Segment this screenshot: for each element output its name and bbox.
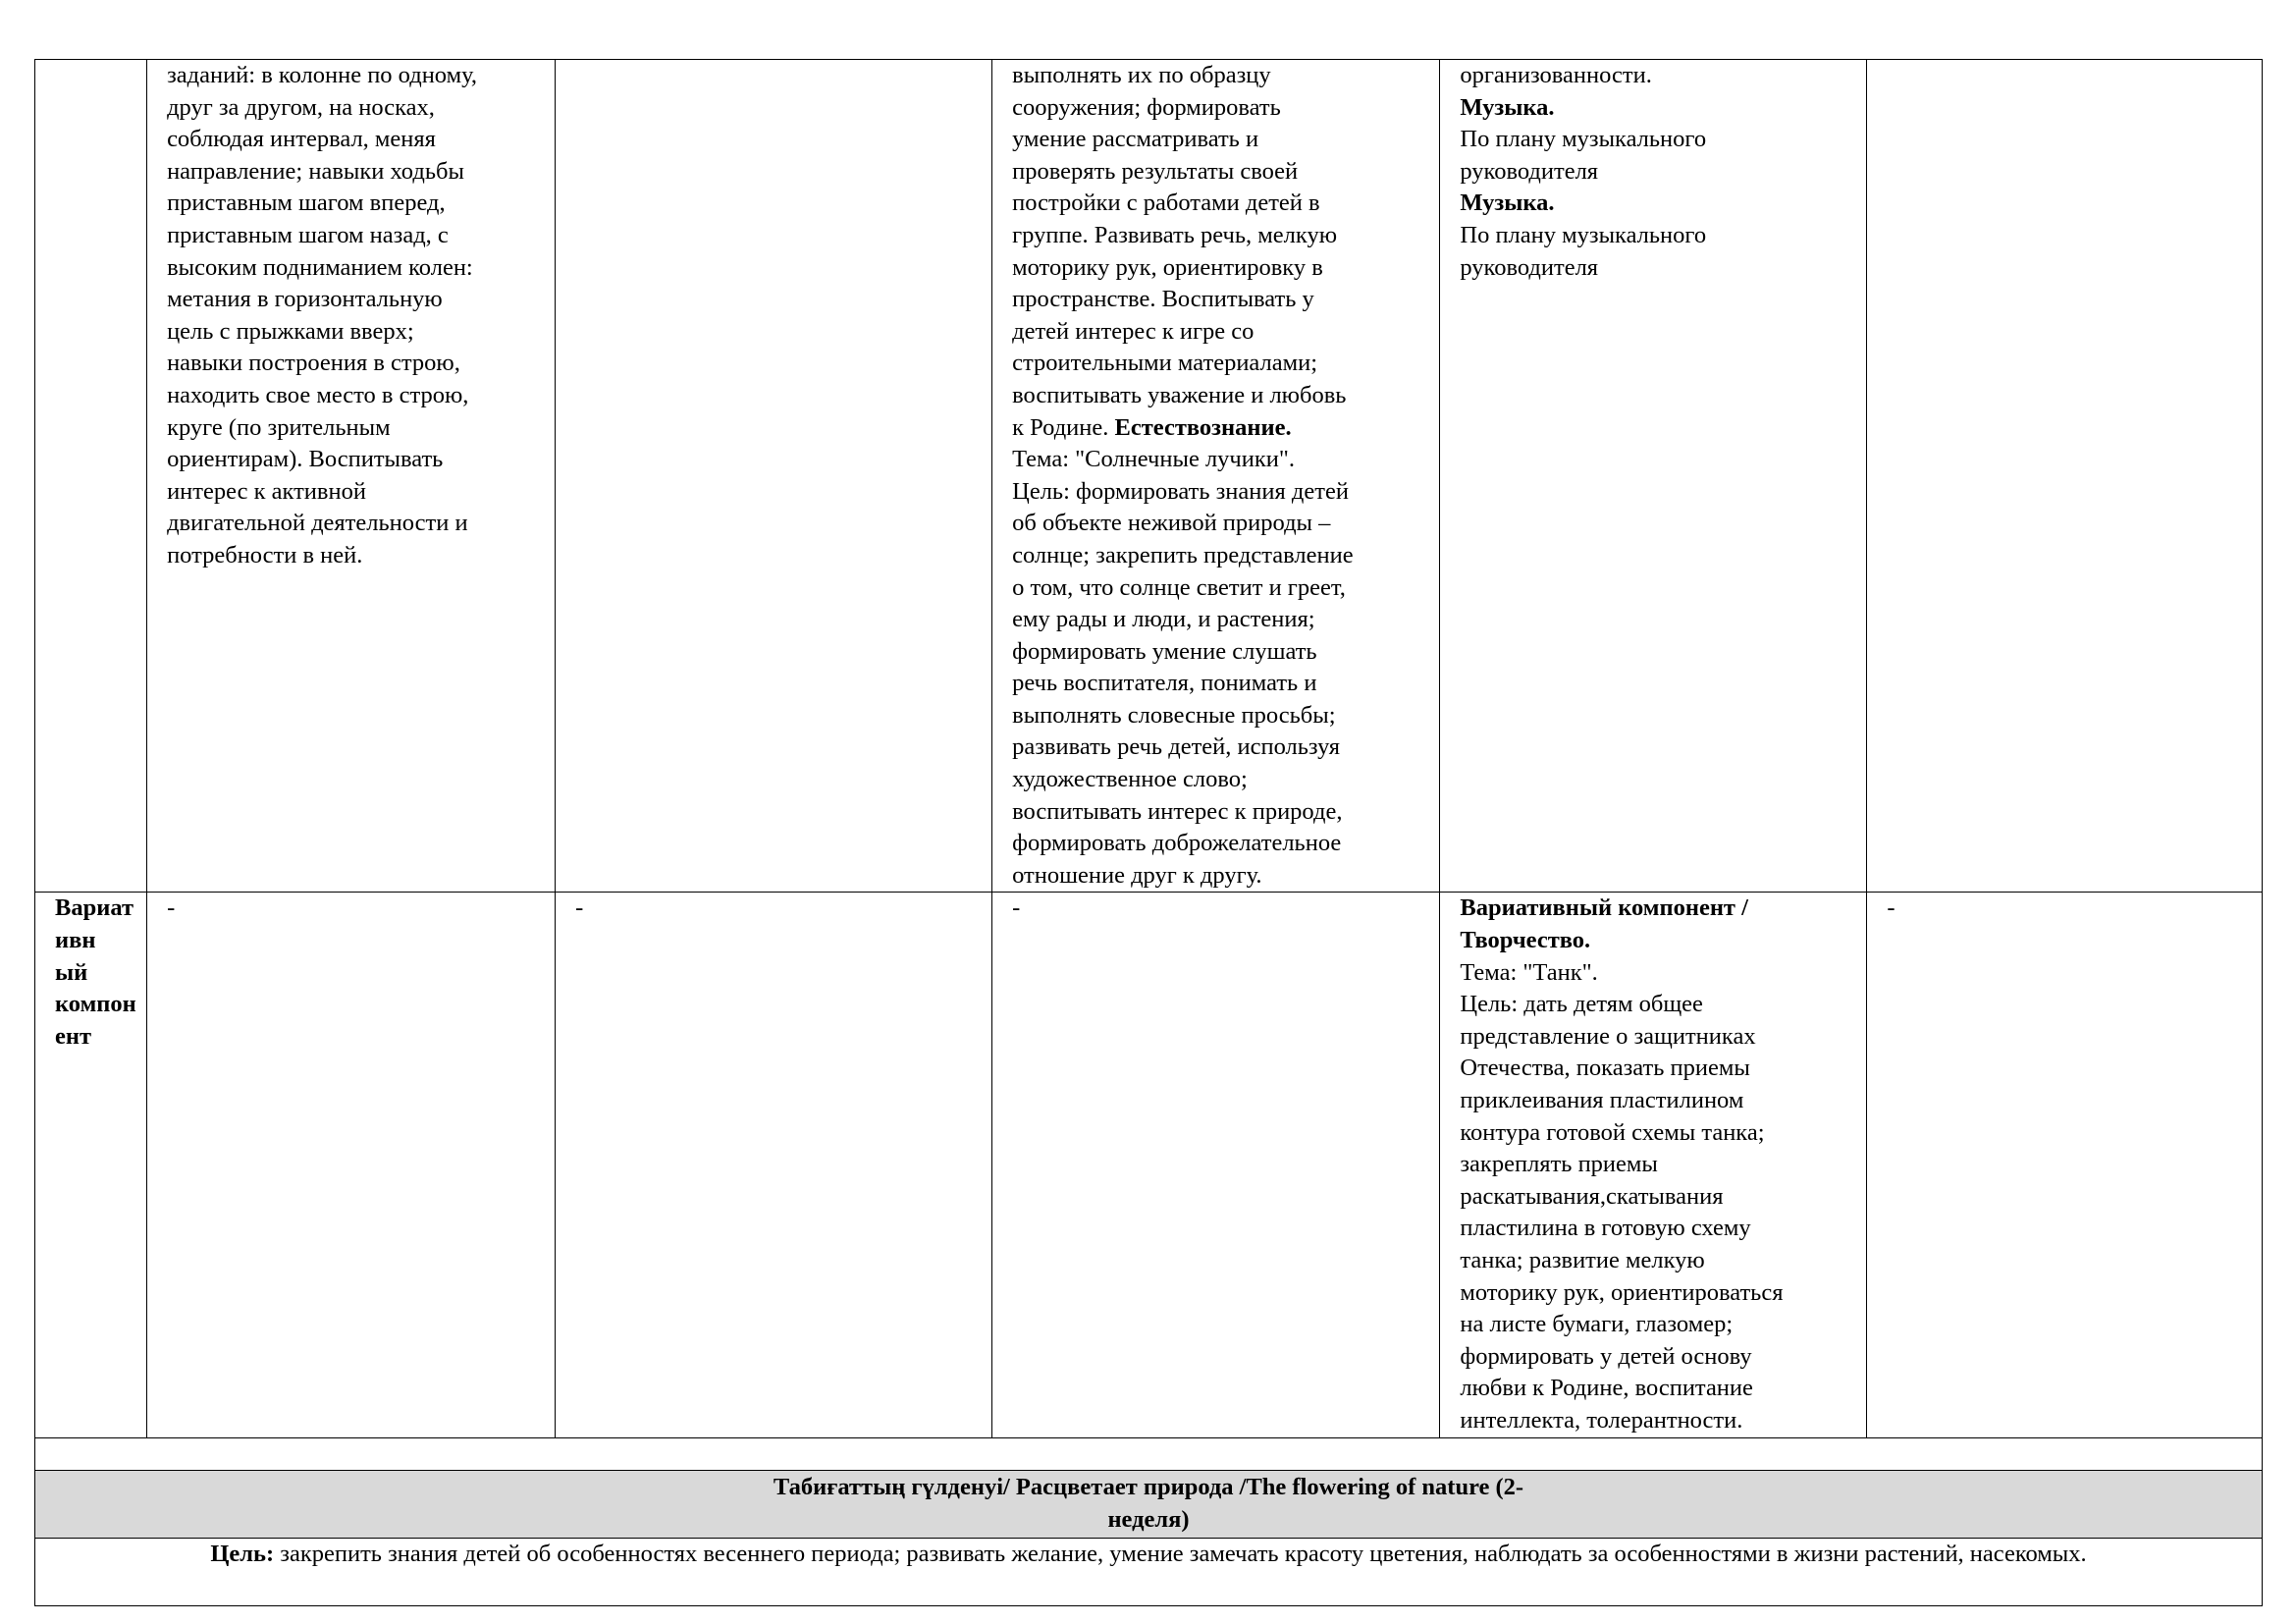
music-text xyxy=(1460,220,1846,284)
variative-label xyxy=(55,893,136,1053)
text-line: Тема: "Танк". xyxy=(1460,958,1598,986)
text-line: высоким подниманием колен: xyxy=(167,253,473,281)
construction-cell xyxy=(992,60,1440,893)
table-row xyxy=(35,60,2263,893)
text-line: заданий: в колонне по одному, xyxy=(167,62,478,88)
text-line: выполнять их по образцу xyxy=(1012,62,1271,88)
natural-science-text xyxy=(1012,444,1419,892)
text-line: детей интерес к игре со xyxy=(1012,317,1255,345)
text-line: развивать речь детей, используя xyxy=(1012,733,1341,761)
text-line: пространстве. Воспитывать у xyxy=(1012,286,1314,313)
text-line: двигательной деятельности и xyxy=(167,510,468,537)
physical-culture-cell xyxy=(147,60,556,893)
text-line: представление о защитниках xyxy=(1460,1022,1756,1050)
text-line: компон xyxy=(55,991,136,1018)
text-line: любви к Родине, воспитание xyxy=(1460,1375,1753,1402)
dash-cell xyxy=(556,893,992,1437)
text-line: солнце; закрепить представление xyxy=(1012,541,1354,568)
construction-text xyxy=(1012,60,1419,412)
text-line: умение рассматривать и xyxy=(1012,126,1259,153)
text-line: Творчество. xyxy=(1460,927,1591,954)
text-line: друг за другом, на носках, xyxy=(167,93,435,121)
text-line: моторику рук, ориентироваться xyxy=(1460,1278,1784,1306)
variative-label-cell xyxy=(35,893,147,1437)
text-line: Вариативный компонент / xyxy=(1460,894,1748,922)
text-line: Цель: дать детям общее xyxy=(1460,991,1703,1018)
dash-text: - xyxy=(575,894,584,922)
text-line: формировать умение слушать xyxy=(1012,637,1317,665)
text-line: закреплять приемы xyxy=(1460,1151,1658,1178)
text-line: По плану музыкального xyxy=(1460,221,1707,248)
text-line: контура готовой схемы танка; xyxy=(1460,1118,1765,1146)
week-title: Табиғаттың гүлденуі/ Расцветает природа /The flowering of nature (2-неделя) xyxy=(773,1473,1524,1533)
week-goal-row xyxy=(35,1538,2263,1605)
text-line: танка; развитие мелкую xyxy=(1460,1246,1705,1273)
document-page xyxy=(34,59,2263,1606)
text-line: о том, что солнце светит и греет, xyxy=(1012,573,1346,601)
text-line: постройки с работами детей в xyxy=(1012,189,1320,217)
text-line: об объекте неживой природы – xyxy=(1012,510,1331,537)
text-line: воспитывать интерес к природе, xyxy=(1012,797,1343,825)
text-line: ему рады и люди, и растения; xyxy=(1012,606,1315,633)
creativity-heading xyxy=(1460,893,1846,956)
text-line: направление; навыки ходьбы xyxy=(167,157,464,185)
inline-line xyxy=(1012,412,1419,445)
physical-culture-text xyxy=(167,60,535,572)
text-line: приставным шагом вперед, xyxy=(167,189,446,217)
text-line: приставным шагом назад, с xyxy=(167,221,449,248)
text-line: интерес к активной xyxy=(167,477,366,505)
goal-label: Цель: xyxy=(210,1540,275,1567)
text-line: художественное слово; xyxy=(1012,766,1248,793)
text-line: выполнять словесные просьбы; xyxy=(1012,701,1336,729)
text-line: находить свое место в строю, xyxy=(167,381,469,408)
dash-cell xyxy=(992,893,1440,1437)
text-line: приклеивания пластилином xyxy=(1460,1087,1744,1113)
music-cell xyxy=(1440,60,1867,893)
text-line: формировать у детей основу xyxy=(1460,1342,1752,1370)
text-line: группе. Развивать речь, мелкую xyxy=(1012,221,1338,248)
text-line: формировать доброжелательное xyxy=(1012,830,1342,857)
spacer-cell xyxy=(35,1437,2263,1470)
text-line: раскатывания,скатывания xyxy=(1460,1182,1724,1210)
organization-text: организованности. xyxy=(1460,62,1652,88)
text-line: руководителя xyxy=(1460,253,1599,281)
row-label-cell xyxy=(35,60,147,893)
lesson-plan-table xyxy=(34,59,2263,1606)
goal-text: закрепить знания детей об особенностях весеннего периода; развивать желание, умение замечать красоту цветения, наблюдать за особенностями в жизни растений, насекомых. xyxy=(274,1540,2087,1567)
text-line: По плану музыкального xyxy=(1460,126,1707,153)
text-line: проверять результаты своей xyxy=(1012,157,1299,185)
text-line: моторику рук, ориентировку в xyxy=(1012,253,1323,281)
dash-cell xyxy=(1867,893,2263,1437)
text-line: Вариат xyxy=(55,894,133,922)
week-title-row xyxy=(35,1470,2263,1538)
text-line: Отечества, показать приемы xyxy=(1460,1055,1750,1082)
text-line: соблюдая интервал, меняя xyxy=(167,126,436,153)
spacer-row xyxy=(35,1437,2263,1470)
text-line: интеллекта, толерантности. xyxy=(1460,1406,1743,1434)
week-goal-cell xyxy=(35,1538,2263,1605)
text-line: метания в горизонтальную xyxy=(167,286,443,313)
text-line: ориентирам). Воспитывать xyxy=(167,446,444,473)
text-line: ент xyxy=(55,1022,92,1050)
text-line: воспитывать уважение и любовь xyxy=(1012,381,1347,408)
dash-text: - xyxy=(1012,894,1021,922)
text-line: строительными материалами; xyxy=(1012,350,1318,377)
text-line: пластилина в готовую схему xyxy=(1460,1215,1751,1242)
creativity-cell xyxy=(1440,893,1867,1437)
text-line: отношение друг к другу. xyxy=(1012,861,1262,889)
music-heading: Музыка. xyxy=(1460,93,1555,121)
table-row xyxy=(35,893,2263,1437)
text-line: руководителя xyxy=(1460,157,1599,185)
text-line: ивн ый xyxy=(55,927,96,986)
inline-plain-text: к Родине. xyxy=(1012,413,1115,441)
text-line: Тема: "Солнечные лучики". xyxy=(1012,446,1295,473)
empty-cell xyxy=(1867,60,2263,893)
natural-science-heading: Естествознание. xyxy=(1114,413,1292,441)
text-line: Цель: формировать знания детей xyxy=(1012,477,1349,505)
dash-text: - xyxy=(167,894,176,922)
text-line: цель с прыжками вверх; xyxy=(167,317,414,345)
music-text xyxy=(1460,124,1846,188)
dash-text: - xyxy=(1887,894,1896,922)
week-title-cell xyxy=(35,1470,2263,1538)
text-line: круге (по зрительным xyxy=(167,413,391,441)
empty-cell xyxy=(556,60,992,893)
text-line: сооружения; формировать xyxy=(1012,93,1281,121)
creativity-text xyxy=(1460,957,1846,1437)
dash-cell xyxy=(147,893,556,1437)
text-line: потребности в ней. xyxy=(167,541,363,568)
text-line: речь воспитателя, понимать и xyxy=(1012,670,1317,697)
text-line: на листе бумаги, глазомер; xyxy=(1460,1311,1734,1338)
music-heading: Музыка. xyxy=(1460,189,1555,217)
text-line: навыки построения в строю, xyxy=(167,350,460,377)
